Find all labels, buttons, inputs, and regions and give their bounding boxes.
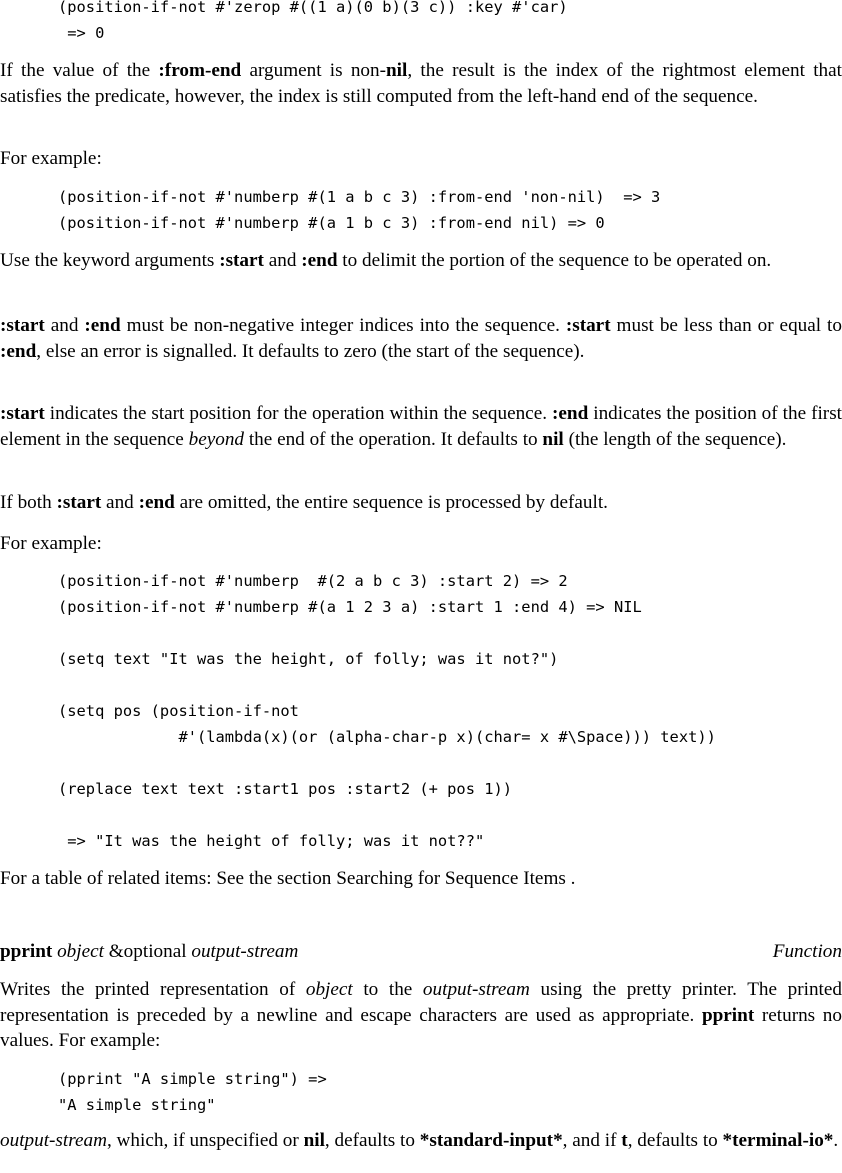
paragraph-from-end: If the value of the :from-end argument is non-nil, the result is the index of the rightmost element that satisfies the predicate, however, the index is still computed from the left-hand end of the sequence.: [0, 60, 842, 107]
paragraph-indicates: :start indicates the start position for the operation within the sequence. :end indicates the position of the first element in the sequence beyond the end of the operation. It defaults to nil (the length of the sequence).: [0, 403, 842, 450]
function-definition-header: pprint object &optional output-stream Function: [0, 939, 842, 965]
code-example-pprint: (pprint "A simple string") => "A simple string": [58, 1070, 327, 1114]
code-example-start-end: (position-if-not #'numberp #(2 a b c 3) :start 2) => 2 (position-if-not #'numberp #(a 1 2 3 a) :start 1 :end 4) => NIL (setq text "It was the height, of folly; was it not?") (setq pos (position-if-not #'(lambda(x)(or (alpha-char-p x)(char= x #\Space))) text)) (replace text text :start1 pos :start2 (+ pos 1)) => "It was the height of folly; was it not??": [58, 572, 716, 850]
paragraph-use-keywords: Use the keyword arguments :start and :end to delimit the portion of the sequence to be operated on.: [0, 250, 772, 271]
paragraph-related-items: For a table of related items: See the section Searching for Sequence Items .: [0, 868, 576, 889]
code-example-from-end: (position-if-not #'numberp #(1 a b c 3) :from-end 'non-nil) => 3 (position-if-not #'numberp #(a 1 b c 3) :from-end nil) => 0: [58, 188, 661, 232]
for-example-label: For example:: [0, 148, 102, 169]
paragraph-nonnegative: :start and :end must be non-negative integer indices into the sequence. :start must be less than or equal to :end, else an error is signalled. It defaults to zero (the start of the sequence).: [0, 315, 842, 362]
definition-kind: Function: [772, 941, 842, 962]
paragraph-output-stream: output-stream, which, if unspecified or nil, defaults to *standard-input*, and if t, defaults to *terminal-io*.: [0, 1130, 839, 1151]
function-name: pprint: [0, 941, 53, 962]
paragraph-both-omitted: If both :start and :end are omitted, the entire sequence is processed by default.: [0, 492, 608, 513]
paragraph-pprint-description: Writes the printed representation of object to the output-stream using the pretty printer. The printed representation is preceded by a newline and escape characters are used as appropriate. pprint returns no values. For example:: [0, 979, 842, 1051]
function-argument: object: [57, 941, 104, 962]
function-argument: output-stream: [191, 941, 299, 962]
code-example-key: (position-if-not #'zerop #((1 a)(0 b)(3 c)) :key #'car) => 0: [58, 0, 568, 42]
for-example-label: For example:: [0, 533, 102, 554]
